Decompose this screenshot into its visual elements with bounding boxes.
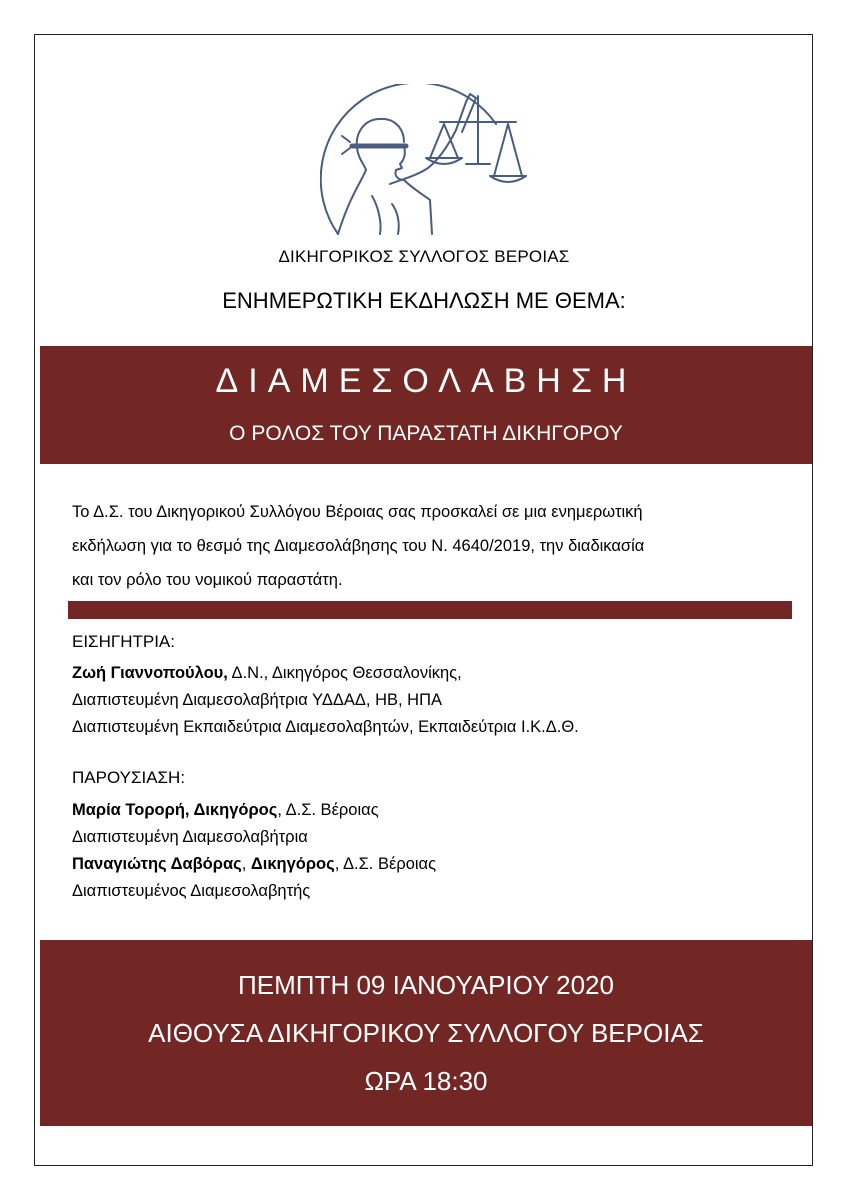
presenter-name: Μαρία Τορορή, Δικηγόρος	[72, 801, 278, 819]
event-date: ΠΕΜΠΤΗ 09 ΙΑΝΟΥΑΡΙΟΥ 2020	[238, 970, 614, 1000]
speaker-name: Ζωή Γιαννοπούλου,	[72, 664, 228, 682]
intro-line: εκδήλωση για το θεσμό της Διαμεσολάβησης του Ν. 4640/2019, την διαδικασία	[72, 537, 645, 555]
presenter-name: Παναγιώτης Δαβόρας	[72, 855, 242, 873]
presenter-line	[72, 851, 436, 878]
title-band	[40, 346, 812, 464]
event-details-band	[40, 940, 812, 1126]
speaker-details	[72, 660, 579, 741]
presenter-title: Δικηγόρος	[250, 855, 335, 873]
intro-line: Το Δ.Σ. του Δικηγορικού Συλλόγου Βέροιας σας προσκαλεί σε μια ενημερωτική	[72, 503, 643, 521]
presenter-details	[72, 797, 436, 905]
speaker-credentials: Δ.Ν., Δικηγόρος Θεσσαλονίκης,	[227, 664, 462, 682]
section-divider	[68, 601, 792, 619]
presenter-affiliation: , Δ.Σ. Βέροιας	[334, 855, 437, 873]
presenter-affiliation: , Δ.Σ. Βέροιας	[277, 801, 379, 819]
presenter-line: Διαπιστευμένος Διαμεσολαβητής	[72, 882, 311, 900]
presenter-line	[72, 797, 436, 824]
presenter-separator: ,	[241, 855, 251, 873]
presenter-line: Διαπιστευμένη Διαμεσολαβήτρια	[72, 828, 308, 846]
event-intro-heading: ΕΝΗΜΕΡΩΤΙΚΗ ΕΚΔΗΛΩΣΗ ΜΕ ΘΕΜΑ:	[222, 288, 626, 313]
speaker-heading: ΕΙΣΗΓΗΤΡΙΑ:	[72, 632, 175, 651]
lady-justice-icon	[320, 84, 530, 244]
speaker-line: Διαπιστευμένη Διαμεσολαβήτρια ΥΔΔΑΔ, HB, ΗΠΑ	[72, 691, 443, 709]
speaker-line	[72, 660, 579, 687]
organization-name: ΔΙΚΗΓΟΡΙΚΟΣ ΣΥΛΛΟΓΟΣ ΒΕΡΟΙΑΣ	[278, 247, 570, 266]
event-title: ΔΙΑΜΕΣΟΛΑΒΗΣΗ	[215, 362, 637, 400]
intro-paragraph	[72, 495, 790, 597]
presentation-heading: ΠΑΡΟΥΣΙΑΣΗ:	[72, 768, 186, 787]
event-venue: ΑΙΘΟΥΣΑ ΔΙΚΗΓΟΡΙΚΟΥ ΣΥΛΛΟΓΟΥ ΒΕΡΟΙΑΣ	[148, 1018, 704, 1048]
speaker-line: Διαπιστευμένη Εκπαιδεύτρια Διαμεσολαβητών, Εκπαιδεύτρια Ι.Κ.Δ.Θ.	[72, 718, 579, 736]
intro-line: και τον ρόλο του νομικού παραστάτη.	[72, 571, 343, 589]
event-subtitle: Ο ΡΟΛΟΣ ΤΟΥ ΠΑΡΑΣΤΑΤΗ ΔΙΚΗΓΟΡΟΥ	[229, 422, 623, 445]
event-time: ΩΡΑ 18:30	[364, 1066, 488, 1096]
